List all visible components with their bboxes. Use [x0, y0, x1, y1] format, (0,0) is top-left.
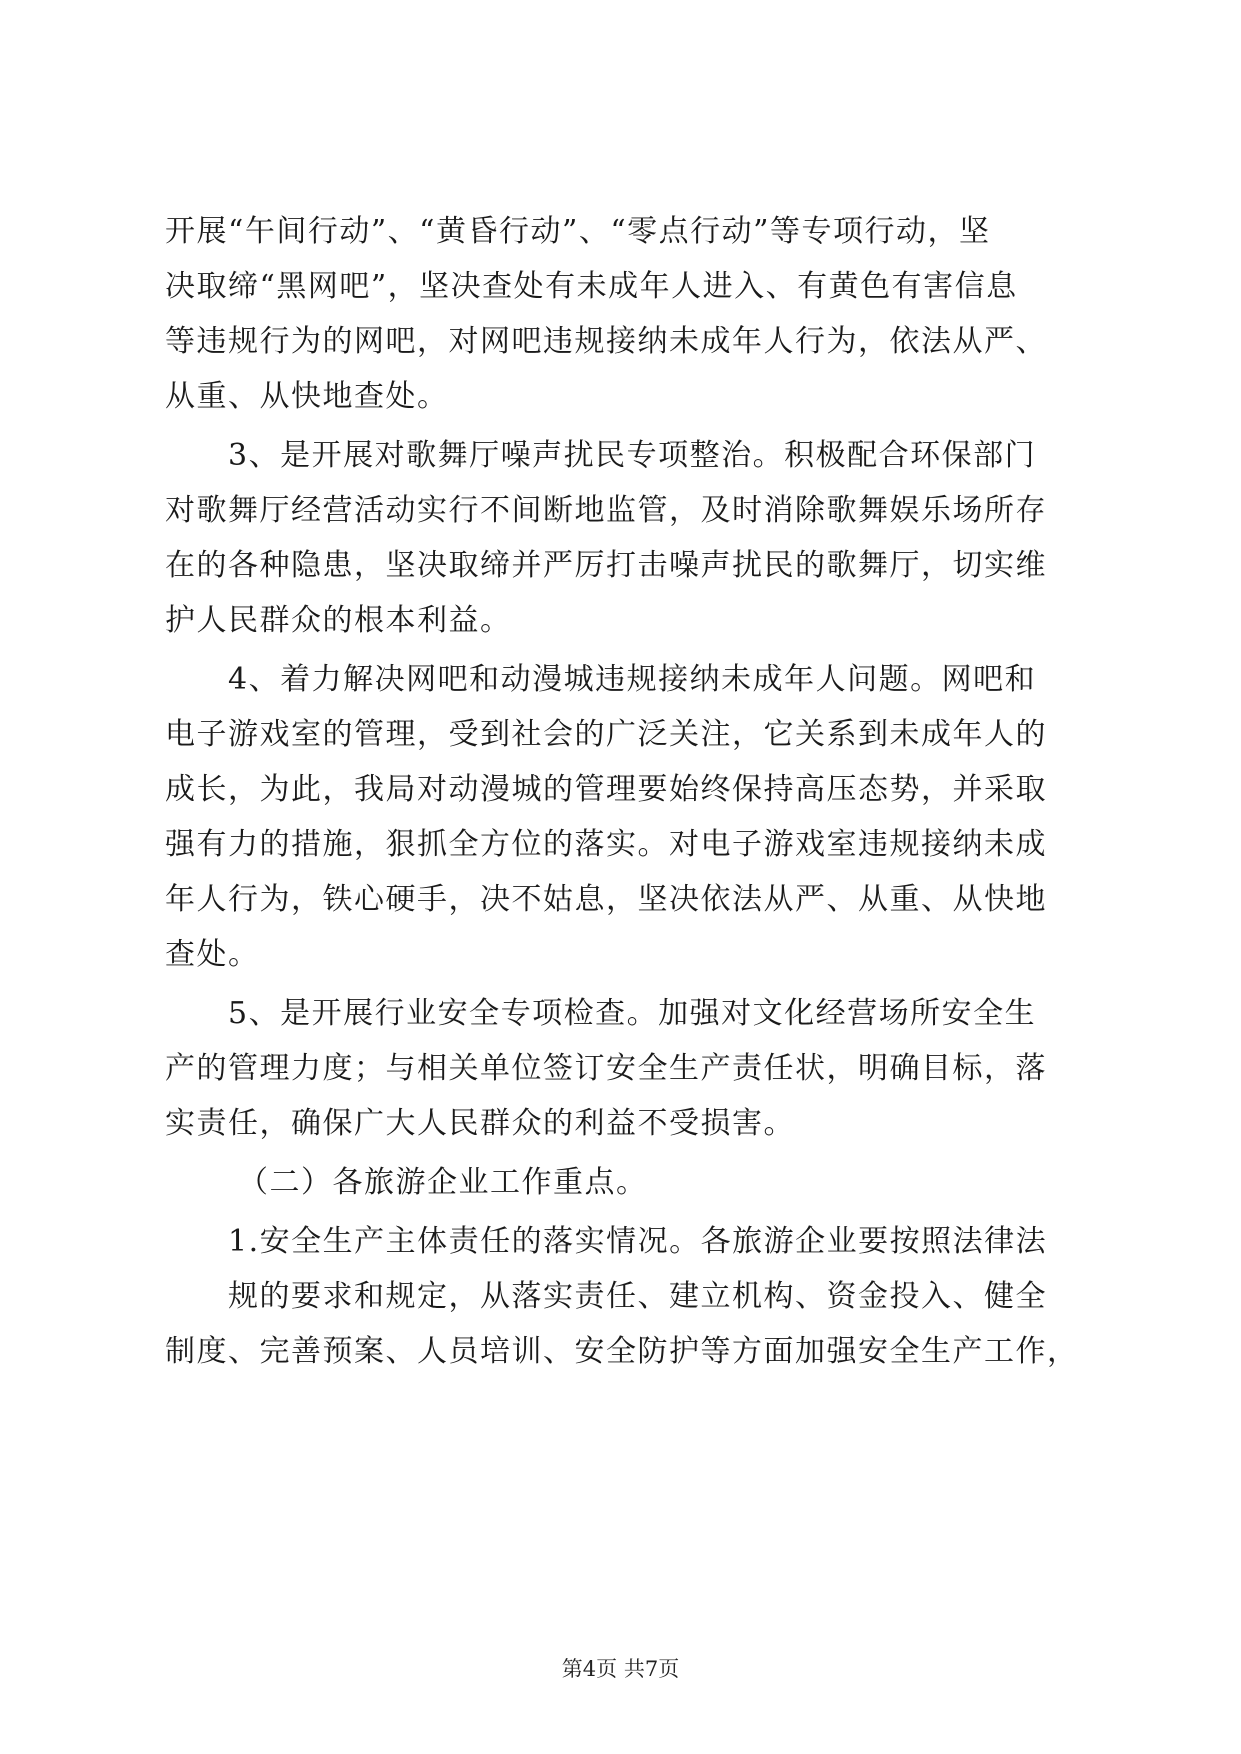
text-line: 查处。 [165, 937, 260, 972]
text-line: 成长，为此，我局对动漫城的管理要始终保持高压态势，并采取 [165, 772, 1047, 807]
text-line: 开展“午间行动”、“黄昏行动”、“零点行动”等专项行动，坚 [165, 214, 991, 249]
text-line: 制度、完善预案、人员培训、安全防护等方面加强安全生产工作， [165, 1334, 1079, 1369]
text-line: 年人行为，铁心硬手，决不姑息，坚决依法从严、从重、从快地 [165, 882, 1047, 917]
section-heading: （二）各旅游企业工作重点。 [238, 1165, 648, 1200]
text-line: 产的管理力度；与相关单位签订安全生产责任状，明确目标，落 [165, 1051, 1047, 1086]
paragraph-5-first-line: 5、是开展行业安全专项检查。加强对文化经营场所安全生 [228, 996, 1037, 1031]
item-1-first-line: 1.安全生产主体责任的落实情况。各旅游企业要按照法律法 [228, 1224, 1048, 1259]
page-number: 第4页 共7页 [561, 1657, 680, 1681]
text-line: 决取缔“黑网吧”，坚决查处有未成年人进入、有黄色有害信息 [165, 269, 1018, 304]
paragraph-4-first-line: 4、着力解决网吧和动漫城违规接纳未成年人问题。网吧和 [228, 662, 1037, 697]
text-line: 从重、从快地查处。 [165, 379, 449, 414]
text-line: 护人民群众的根本利益。 [165, 603, 512, 638]
text-line: 电子游戏室的管理，受到社会的广泛关注，它关系到未成年人的 [165, 717, 1047, 752]
text-line: 等违规行为的网吧，对网吧违规接纳未成年人行为，依法从严、 [165, 324, 1047, 359]
text-line: 实责任，确保广大人民群众的利益不受损害。 [165, 1106, 795, 1141]
text-line: 规的要求和规定，从落实责任、建立机构、资金投入、健全 [228, 1279, 1047, 1314]
paragraph-3-first-line: 3、是开展对歌舞厅噪声扰民专项整治。积极配合环保部门 [228, 438, 1037, 473]
text-line: 强有力的措施，狠抓全方位的落实。对电子游戏室违规接纳未成 [165, 827, 1047, 862]
text-line: 对歌舞厅经营活动实行不间断地监管，及时消除歌舞娱乐场所存 [165, 493, 1047, 528]
text-line: 在的各种隐患，坚决取缔并严厉打击噪声扰民的歌舞厅，切实维 [165, 548, 1047, 583]
